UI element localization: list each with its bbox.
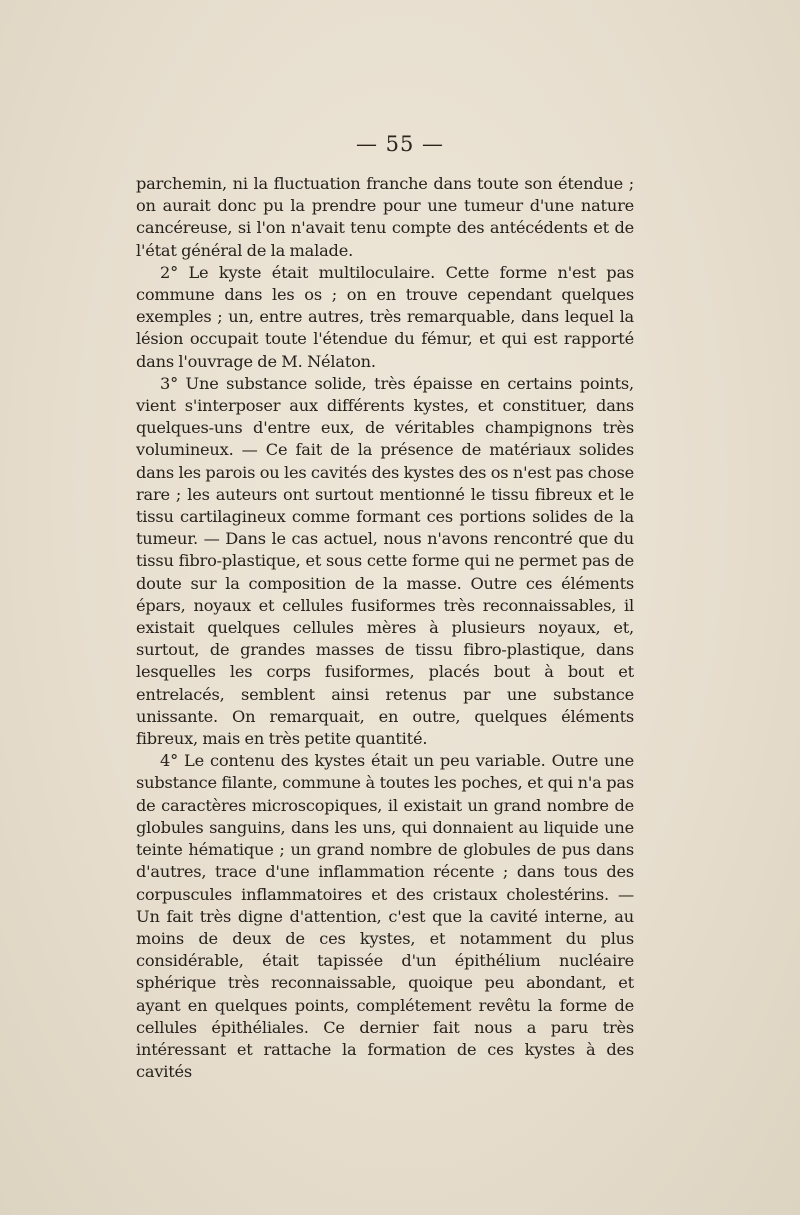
paragraph-item-3: 3° Une substance solide, très épaisse en certains points, vient s'interposer aux différents kystes, et constituer, dans quelques-uns d'entre eux, de véritables champignons très volumineux. — Ce fait de la présence de matériaux solides dans les parois ou les cavités des kystes des os n'est pas chose rare ; les auteurs ont surtout mentionné le tissu fibreux et le tissu cartilagineux comme formant ces portions solides de la tumeur. — Dans le cas actuel, nous n'avons rencontré que du tissu fibro-plastique, et sous cette forme qui ne permet pas de doute sur la composition de la masse. Outre ces éléments épars, noyaux et cellules fusiformes très reconnaissables, il existait quelques cellules mères à plusieurs noyaux, et, surtout, de grandes masses de tissu fibro-plastique, dans lesquelles les corps fusiformes, placés bout à bout et entrelacés, semblent ainsi retenus par une substance unissante. On remarquait, en outre, quelques éléments fibreux, mais en très petite quantité. bbox=[136, 373, 634, 749]
paragraph-continuation: parchemin, ni la fluctuation franche dans toute son étendue ; on aurait donc pu la prendre pour une tumeur d'une nature cancéreuse, si l'on n'avait tenu compte des antécédents et de l'état général de la malade. bbox=[136, 174, 634, 260]
paragraph-item-2: 2° Le kyste était multiloculaire. Cette forme n'est pas commune dans les os ; on en trouve cependant quelques exemples ; un, entre autres, très remarquable, dans lequel la lésion occupait toute l'étendue du fémur, et qui est rapporté dans l'ouvrage de M. Nélaton. bbox=[136, 262, 634, 371]
body-text bbox=[136, 173, 634, 1083]
paragraph-item-4: 4° Le contenu des kystes était un peu variable. Outre une substance filante, commune à toutes les poches, et qui n'a pas de caractères microscopiques, il existait un grand nombre de globules sanguins, dans les uns, qui donnaient au liquide une teinte hématique ; un grand nombre de globules de pus dans d'autres, trace d'une inflammation récente ; dans tous des corpuscules inflammatoires et des cristaux cholestérins. — Un fait très digne d'attention, c'est que la cavité interne, au moins de deux de ces kystes, et notamment du plus considérable, était tapissée d'un épithélium nucléaire sphérique très reconnaissable, quoique peu abondant, et ayant en quelques points, complétement revêtu la forme de cellules épithéliales. Ce dernier fait nous a paru très intéressant et rattache la formation de ces kystes à des cavités bbox=[136, 751, 634, 1082]
page-number: — 55 — bbox=[355, 132, 445, 156]
